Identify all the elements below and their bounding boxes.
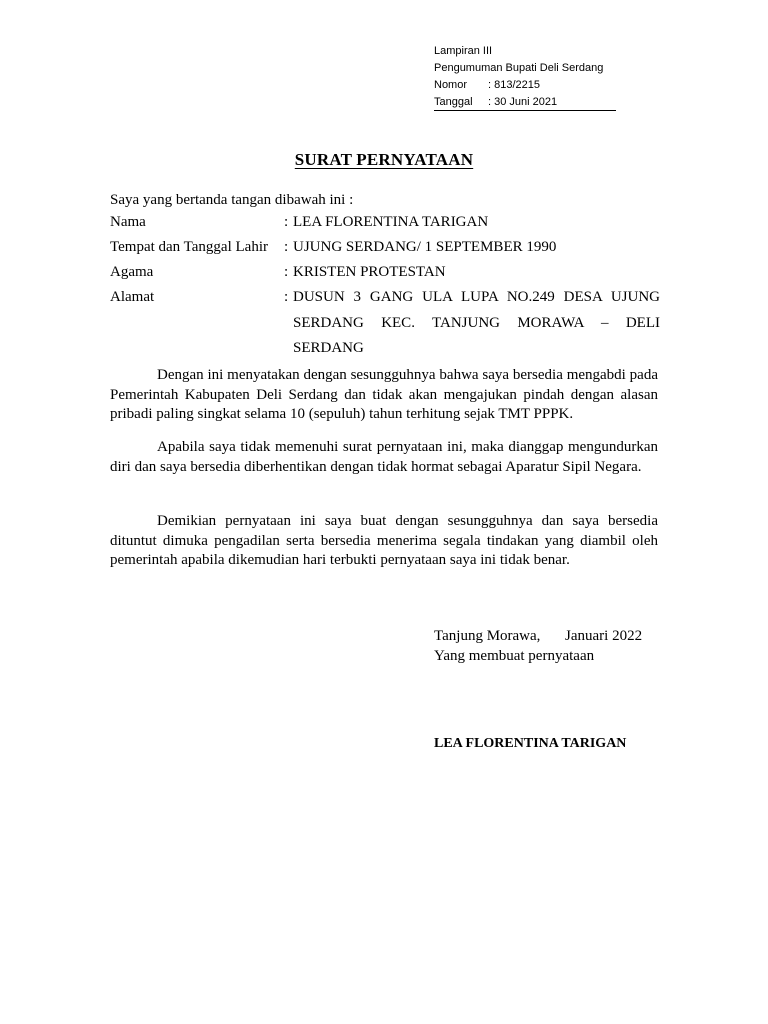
paragraph-commitment: Dengan ini menyatakan dengan sesungguhnya bahwa saya bersedia mengabdi pada Pemerintah Kabupaten Deli Serdang dan tidak akan mengajukan pindah dengan alasan pribadi paling singkat selama 10 (sepuluh) tahun terhitung sejak TMT PPPK.	[110, 367, 658, 422]
field-label: Tempat dan Tanggal Lahir	[110, 239, 268, 255]
attachment-tanggal	[434, 94, 616, 111]
field-value: KRISTEN PROTESTAN	[293, 264, 446, 280]
field-label: Nama	[110, 214, 146, 230]
tanggal-value: : 30 Juni 2021	[488, 96, 558, 108]
document-title-text: SURAT PERNYATAAN	[294, 150, 474, 169]
document-title	[0, 150, 768, 170]
field-colon: :	[284, 289, 289, 305]
field-tempat-tanggal-lahir	[110, 235, 660, 260]
signature-place: Tanjung Morawa,	[434, 628, 541, 644]
signer-name: LEA FLORENTINA TARIGAN	[434, 736, 627, 751]
nomor-label: Nomor	[434, 79, 468, 91]
attachment-line1: Lampiran III	[434, 45, 493, 57]
field-value: DUSUN 3 GANG ULA LUPA NO.249 DESA UJUNG SERDANG KEC. TANJUNG MORAWA – DELI SERDANG	[293, 289, 660, 356]
attachment-line2: Pengumuman Bupati Deli Serdang	[434, 62, 604, 74]
field-colon: :	[284, 239, 289, 255]
field-colon: :	[284, 264, 289, 280]
intro-text: Saya yang bertanda tangan dibawah ini :	[110, 192, 354, 208]
field-label: Alamat	[110, 289, 155, 305]
nomor-value: : 813/2215	[488, 79, 540, 91]
paragraph-consequence: Apabila saya tidak memenuhi surat pernyataan ini, maka dianggap mengundurkan diri dan saya bersedia diberhentikan dengan tidak hormat sebagai Aparatur Sipil Negara.	[110, 439, 658, 475]
field-agama	[110, 260, 660, 285]
signature-date: Januari 2022	[565, 628, 643, 644]
attachment-header	[434, 43, 624, 111]
field-alamat	[110, 285, 660, 362]
field-value: UJUNG SERDANG/ 1 SEPTEMBER 1990	[293, 239, 557, 255]
field-colon: :	[284, 214, 289, 230]
field-value: LEA FLORENTINA TARIGAN	[293, 214, 489, 230]
signature-caption: Yang membuat pernyataan	[434, 648, 595, 664]
signature-block	[434, 626, 642, 666]
signature-place-date	[434, 626, 642, 646]
tanggal-label: Tanggal	[434, 96, 473, 108]
paragraph-closing: Demikian pernyataan ini saya buat dengan sesungguhnya dan saya bersedia dituntut dimuka pengadilan serta bersedia menerima segala tindakan yang diambil oleh pemerintah apabila dikemudian hari terbukti pernyataan saya ini tidak benar.	[110, 513, 658, 568]
identity-fields	[110, 210, 660, 362]
field-label: Agama	[110, 264, 154, 280]
attachment-nomor	[434, 77, 624, 94]
field-nama	[110, 210, 660, 235]
